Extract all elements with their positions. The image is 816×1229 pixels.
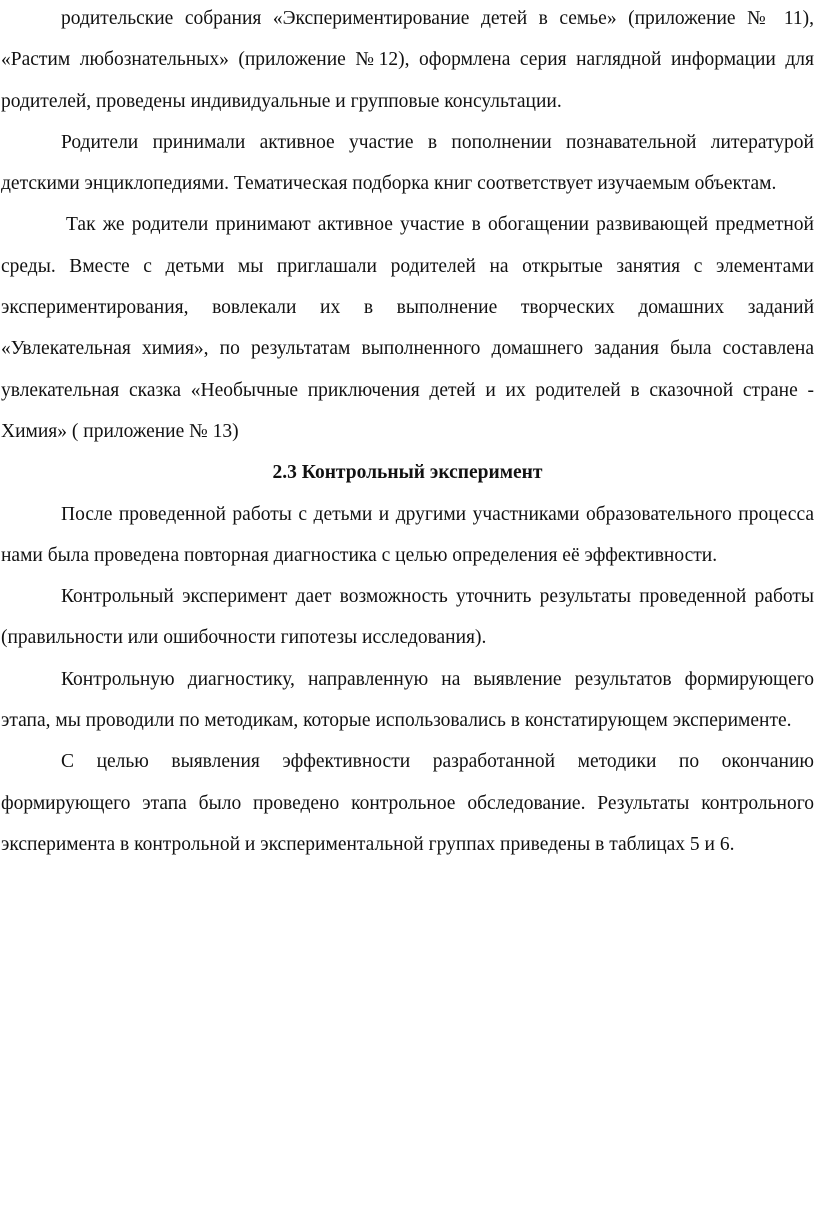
section-heading: 2.3 Контрольный эксперимент <box>272 462 543 484</box>
paragraph-developing-environment: Так же родители принимают активное участие в обогащении развивающей предметной среды. Вместе с детьми мы приглашали родителей на открытые занятия с элементами экспериментирования, вовлекали их в выполнение творческих домашних заданий «Увлекательная химия», по результатам выполненного домашнего задания была составлена увлекательная сказка «Необычные приключения детей и их родителей в сказочной стране - Химия» ( приложение № 13) <box>1 214 814 442</box>
paragraph-repeat-diagnostics: После проведенной работы с детьми и другими участниками образовательного процесса нами была проведена повторная диагностика с целью определения её эффективности. <box>1 503 814 566</box>
paragraph-control-experiment: Контрольный эксперимент дает возможность уточнить результаты проведенной работы (правильности или ошибочности гипотезы исследования). <box>1 586 814 649</box>
paragraph-parents-literature: Родители принимали активное участие в пополнении познавательной литературой детскими энциклопедиями. Тематическая подборка книг соответствует изучаемым объектам. <box>1 131 814 195</box>
paragraph-results-tables: С целью выявления эффективности разработанной методики по окончанию формирующего этапа было проведено контрольное обследование. Результаты контрольного эксперимента в контрольной и экспериментальной группах приведены в таблицах 5 и 6. <box>1 751 814 855</box>
paragraph-control-diagnostics: Контрольную диагностику, направленную на выявление результатов формирующего этапа, мы проводили по методикам, которые использовались в констатирующем эксперименте. <box>1 668 814 732</box>
paragraph-parent-meetings: родительские собрания «Экспериментирование детей в семье» (приложение № 11), «Растим любознательных» (приложение №12), оформлена серия наглядной информации для родителей, проведены индивидуальные и групповые консультации. <box>1 8 814 112</box>
